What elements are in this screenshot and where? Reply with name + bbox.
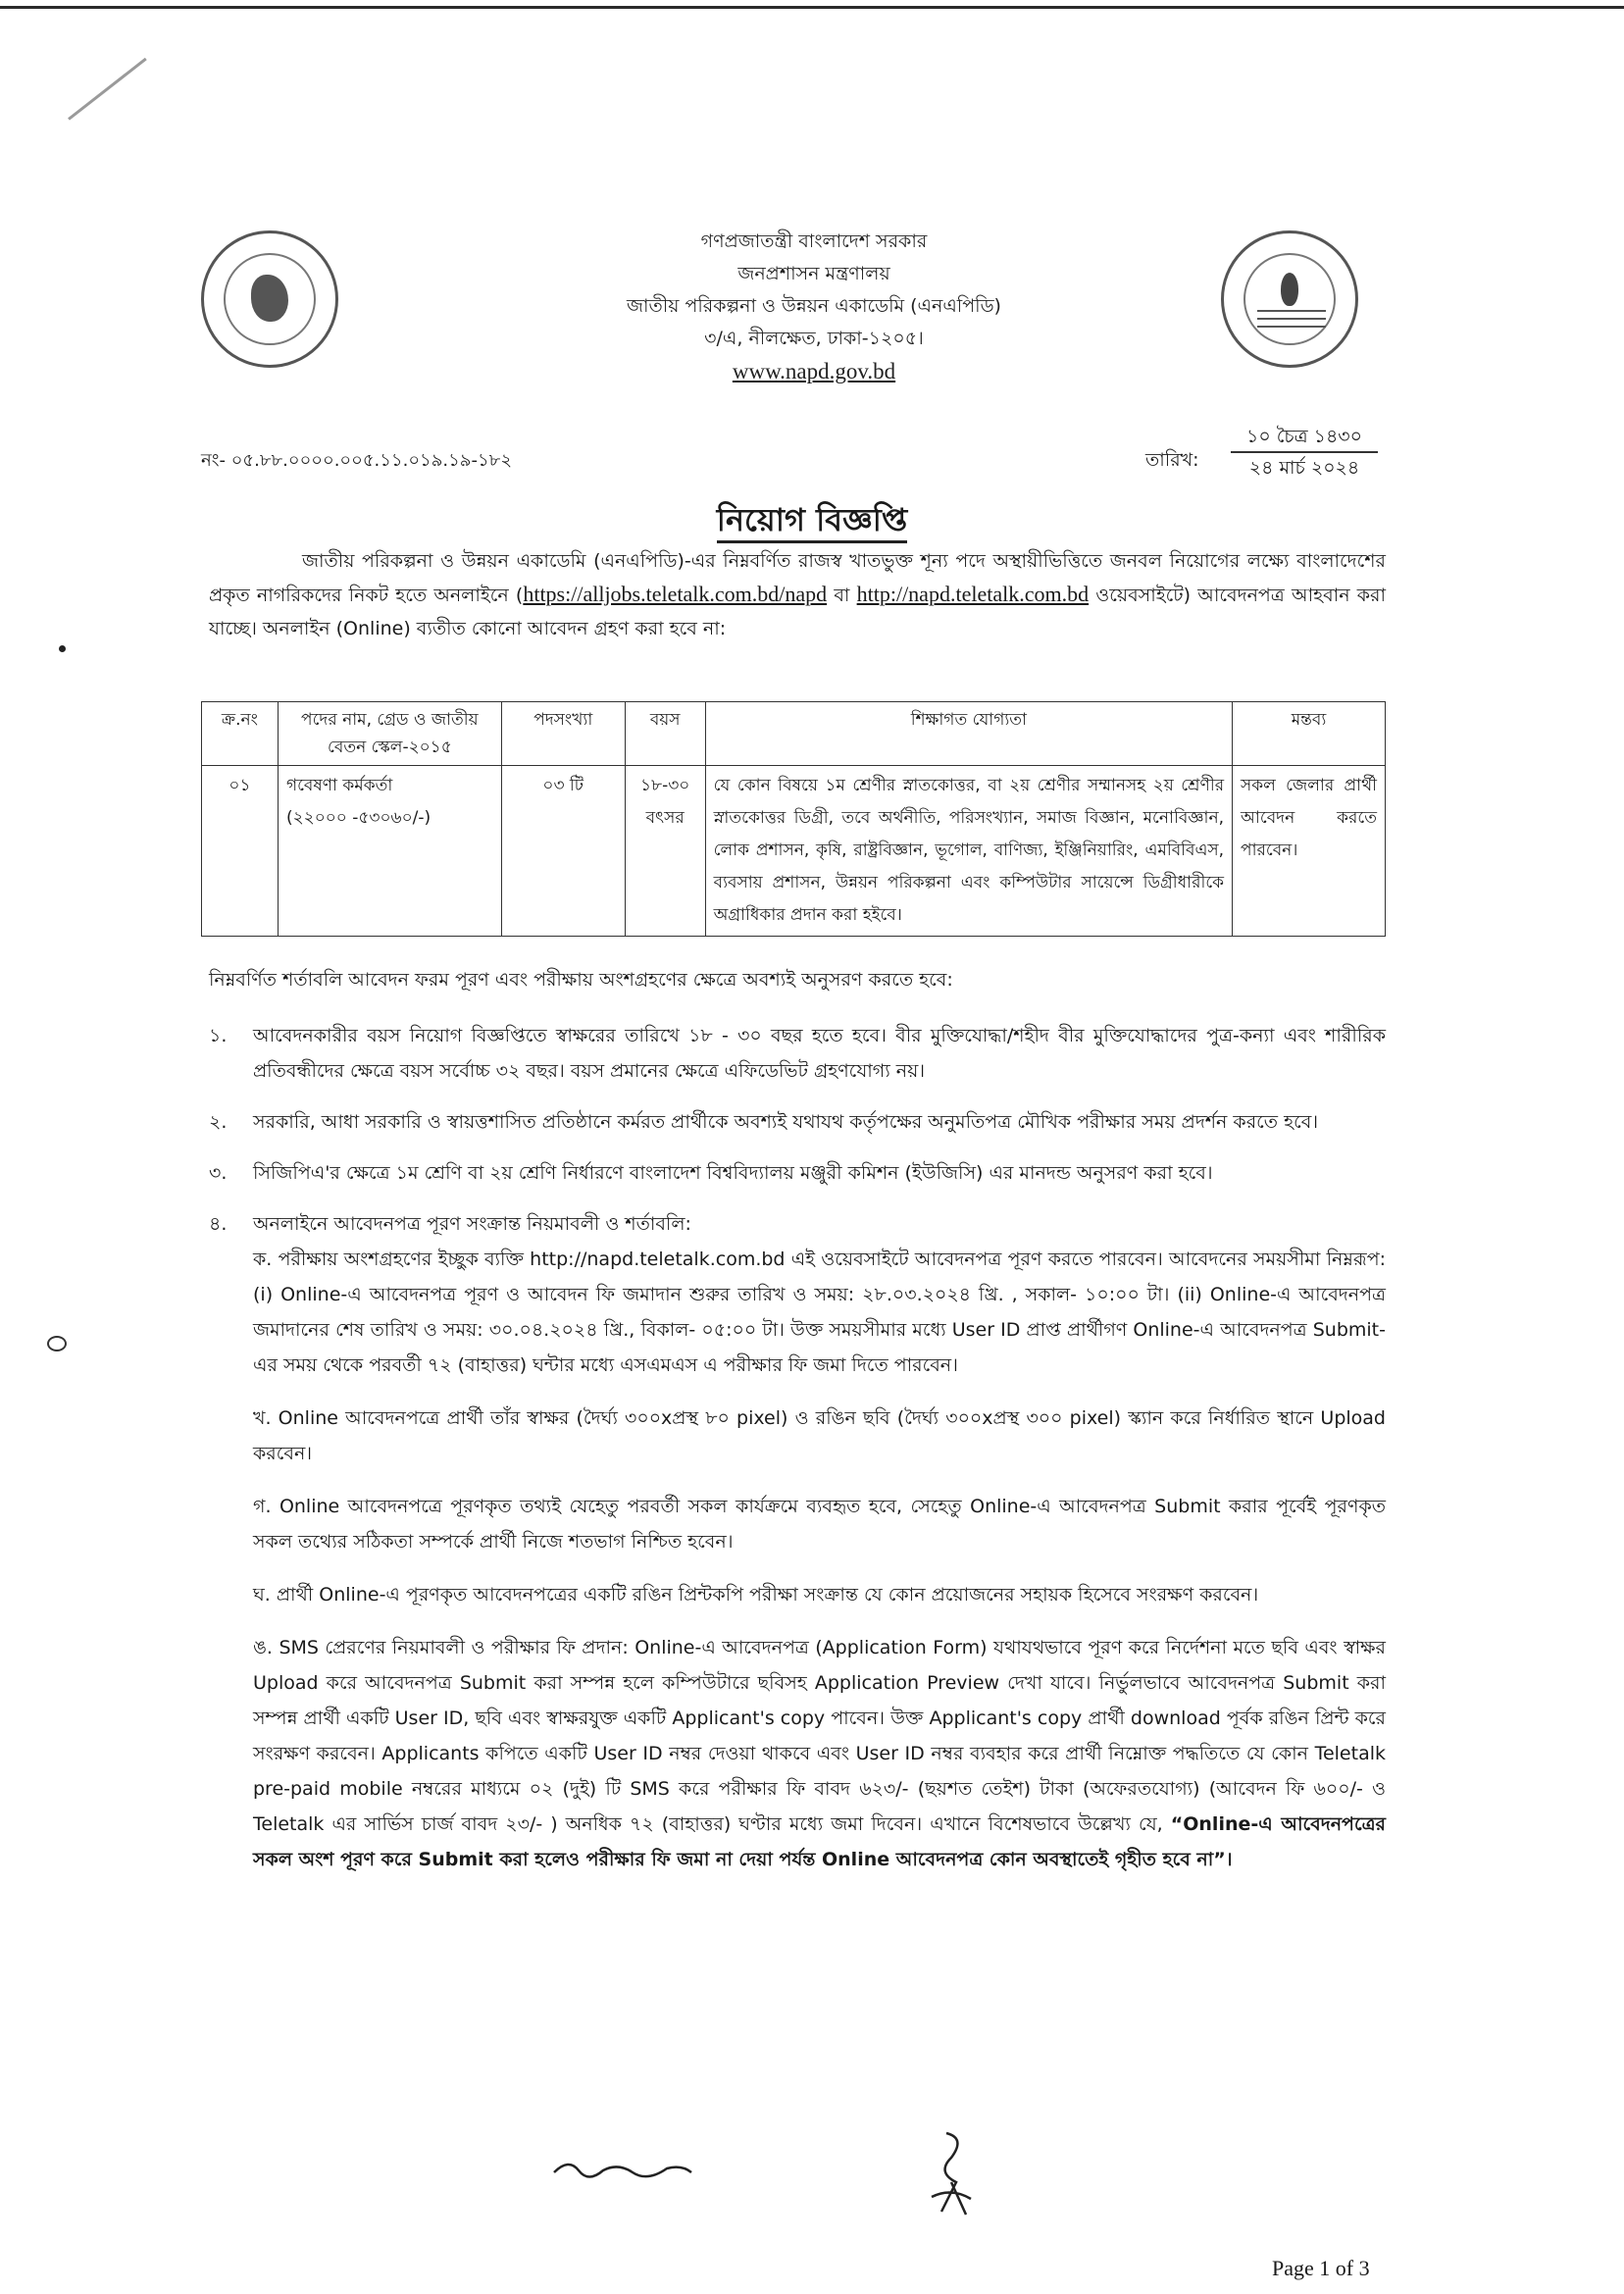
intro-paragraph (209, 544, 1386, 645)
alljobs-link[interactable]: https://alljobs.teletalk.com.bd/napd (523, 582, 828, 606)
cell-serial: ০১ (202, 766, 279, 937)
table-header-row (202, 702, 1386, 766)
header-address: ৩/এ, নীলক্ষেত, ঢাকা-১২০৫। (704, 328, 924, 349)
header-count: পদসংখ্যা (501, 702, 625, 766)
vacancy-table (201, 701, 1386, 937)
cell-count: ০৩ টি (501, 766, 625, 937)
cell-post (278, 766, 501, 937)
letterhead (392, 226, 1236, 387)
condition-text: অনলাইনে আবেদনপত্র পূরণ সংক্রান্ত নিয়মাবলী ও শর্তাবলি: (253, 1213, 691, 1235)
condition-text: আবেদনকারীর বয়স নিয়োগ বিজ্ঞপ্তিতে স্বাক্ষরের তারিখে ১৮ - ৩০ বছর হতে হবে। বীর মুক্তিযোদ্ধা/শহীদ বীর মুক্তিযোদ্ধাদের পুত্র-কন্যা এবং শারীরিক প্রতিবন্ধীদের ক্ষেত্রে বয়স সর্বোচ্চ ৩২ বছর। বয়স প্রমানের ক্ষেত্রে এফিডেভিট গ্রহণযোগ্য নয়। (253, 1025, 1386, 1082)
top-border-line (0, 6, 1624, 9)
condition-number: ১. (209, 1025, 228, 1046)
government-seal-logo (201, 230, 338, 368)
intro-text-2: বা (827, 585, 857, 606)
subitem-gha: ঘ. প্রার্থী Online-এ পূরণকৃত আবেদনপত্রের একটি রঙিন প্রিন্টকপি পরীক্ষা সংক্রান্ত যে কোন প্রয়োজনের সহায়ক হিসেবে সংরক্ষণ করবেন। (253, 1584, 1259, 1606)
header-academy: জাতীয় পরিকল্পনা ও উন্নয়ন একাডেমি (এনএপিডি) (627, 295, 1001, 317)
subitem-uma-bold: “Online-এ আবেদনপত্রের সকল অংশ পূরণ করে Submit করা হলেও পরীক্ষার ফি জমা না দেয়া পর্যন্ত Online আবেদনপত্র কোন অবস্থাতেই গৃহীত হবে না”। (253, 1813, 1386, 1870)
subitem-kha: খ. Online আবেদনপত্রে প্রার্থী তাঁর স্বাক্ষর (দৈর্ঘ্য ৩০০xপ্রস্থ ৮০ pixel) ও রঙিন ছবি (দৈর্ঘ্য ৩০০xপ্রস্থ ৩০০ pixel) স্ক্যান করে নির্ধারিত স্থানে Upload করবেন। (253, 1407, 1386, 1464)
date-block (1231, 422, 1378, 483)
cell-age: ১৮-৩০ বৎসর (625, 766, 705, 937)
conditions-intro: নিম্নবর্ণিত শর্তাবলি আবেদন ফরম পূরণ এবং পরীক্ষায় অংশগ্রহণের ক্ষেত্রে অবশ্যই অনুসরণ করতে হবে: (209, 969, 953, 991)
napd-logo (1221, 230, 1358, 368)
header-ministry: জনপ্রশাসন মন্ত্রণালয় (737, 263, 890, 284)
subitem-ka: ক. পরীক্ষায় অংশগ্রহণের ইচ্ছুক ব্যক্তি http://napd.teletalk.com.bd এই ওয়েবসাইটে আবেদনপত্র পূরণ করতে পারবেন। আবেদনের সময়সীমা নিম্নরূপ: (i) Online-এ আবেদনপত্র পূরণ ও আবেদন ফি জমাদান শুরুর তারিখ ও সময়: ২৮.০৩.২০২৪ খ্রি. , সকাল- ১০:০০ টা। (ii) Online-এ আবেদনপত্র জমাদানের শেষ তারিখ ও সময়: ৩০.০৪.২০২৪ খ্রি., বিকাল- ০৫:০০ টা। উক্ত সময়সীমার মধ্যে User ID প্রাপ্ত প্রার্থীগণ Online-এ আবেদনপত্র Submit-এর সময় থেকে পরবর্তী ৭২ (বাহাত্তর) ঘন্টার মধ্যে এসএমএস এ পরীক্ষার ফি জমা দিতে পারবেন। (253, 1249, 1386, 1376)
scan-mark (47, 1336, 67, 1351)
header-government: গণপ্রজাতন্ত্রী বাংলাদেশ সরকার (700, 230, 928, 252)
condition-number: ২. (209, 1111, 228, 1133)
memo-number: নং- ০৫.৮৮.০০০০.০০৫.১১.০১৯.১৯-১৮২ (201, 450, 513, 471)
header-age: বয়স (625, 702, 705, 766)
condition-number: ৪. (209, 1213, 228, 1235)
post-name: গবেষণা কর্মকর্তা (285, 776, 393, 795)
signature-2 (927, 2128, 976, 2217)
header-qualification: শিক্ষাগত যোগ্যতা (705, 702, 1232, 766)
header-website-link[interactable]: www.napd.gov.bd (732, 359, 896, 383)
signature-1 (549, 2153, 696, 2182)
condition-item (209, 1206, 1386, 1877)
teletalk-link[interactable]: http://napd.teletalk.com.bd (856, 582, 1090, 606)
table-row (202, 766, 1386, 937)
page-number: Page 1 of 3 (1272, 2256, 1370, 2280)
pay-scale: (২২০০০ -৫৩০৬০/-) (285, 808, 431, 828)
subitem-uma-text: ঙ. SMS প্রেরণের নিয়মাবলী ও পরীক্ষার ফি প্রদান: Online-এ আবেদনপত্র (Application Form) যথাযথভাবে পূরণ করে নির্দেশনা মতে ছবি এবং স্বাক্ষর Upload করে আবেদনপত্র Submit করা সম্পন্ন হলে কম্পিউটারে ছবিসহ Application Preview দেখা যাবে। নির্ভুলভাবে আবেদনপত্র Submit করা সম্পন্ন প্রার্থী একটি User ID, ছবি এবং স্বাক্ষরযুক্ত একটি Applicant's copy পাবেন। উক্ত Applicant's copy প্রার্থী download পূর্বক রঙিন প্রিন্ট করে সংরক্ষণ করবেন। Applicants কপিতে একটি User ID নম্বর দেওয়া থাকবে এবং User ID নম্বর ব্যবহার করে প্রার্থী নিম্নোক্ত পদ্ধতিতে যে কোন Teletalk pre-paid mobile নম্বরের মাধ্যমে ০২ (দুই) টি SMS করে পরীক্ষার ফি বাবদ ৬২৩/- (ছয়শত তেইশ) টাকা (অফেরতযোগ্য) (আবেদন ফি ৬০০/- ও Teletalk এর সার্ভিস চার্জ বাবদ ২৩/- ) অনধিক ৭২ (বাহাত্তর) ঘণ্টার মধ্যে জমা দিবেন। এখানে বিশেষভাবে উল্লেখ্য যে, (253, 1637, 1386, 1835)
cell-qualification: যে কোন বিষয়ে ১ম শ্রেণীর স্নাতকোত্তর, বা ২য় শ্রেণীর সম্মানসহ ২য় শ্রেণীর স্নাতকোত্তর ডিগ্রী, তবে অর্থনীতি, পরিসংখ্যান, সমাজ বিজ্ঞান, মনোবিজ্ঞান, লোক প্রশাসন, কৃষি, রাষ্ট্রবিজ্ঞান, ভূগোল, বাণিজ্য, ইঞ্জিনিয়ারিং, এমবিবিএস, ব্যবসায় প্রশাসন, উন্নয়ন পরিকল্পনা এবং কম্পিউটার সায়েন্সে ডিগ্রীধারীকে অগ্রাধিকার প্রদান করা হইবে। (705, 766, 1232, 937)
conditions-list (209, 1018, 1386, 1895)
intro-text-1: জাতীয় পরিকল্পনা ও উন্নয়ন একাডেমি (এনএপিডি)-এর নিম্নবর্ণিত রাজস্ব খাতভুক্ত শূন্য পদে অস্থায়ীভিত্তিতে জনবল নিয়োগের লক্ষ্যে বাংলাদেশের প্রকৃত নাগরিকদের নিকট হতে অনলাইনে ( (209, 550, 1386, 606)
date-bangla: ১০ চৈত্র ১৪৩০ (1231, 422, 1378, 453)
pen-mark (68, 58, 147, 121)
date-gregorian: ২৪ মার্চ ২০২৪ (1248, 457, 1360, 479)
cell-remarks: সকল জেলার প্রার্থী আবেদন করতে পারবেন। (1233, 766, 1386, 937)
notice-title-text: নিয়োগ বিজ্ঞপ্তি (717, 501, 907, 543)
condition-item (209, 1018, 1386, 1089)
date-label: তারিখ: (1145, 449, 1199, 471)
subitem-ga: গ. Online আবেদনপত্রে পূরণকৃত তথ্যই যেহেতু পরবর্তী সকল কার্যক্রমে ব্যবহৃত হবে, সেহেতু Online-এ আবেদনপত্র Submit করার পূর্বেই পূরণকৃত সকল তথ্যের সঠিকতা সম্পর্কে প্রার্থী নিজে শতভাগ নিশ্চিত হবেন। (253, 1496, 1386, 1553)
scan-mark (59, 645, 66, 652)
condition-item (209, 1155, 1386, 1191)
condition-number: ৩. (209, 1162, 228, 1184)
condition-item (209, 1104, 1386, 1140)
notice-title (0, 495, 1624, 548)
header-post: পদের নাম, গ্রেড ও জাতীয় বেতন স্কেল-২০১৫ (278, 702, 501, 766)
intro-text-3: ওয়েবসাইটে) আবেদনপত্র আহবান করা যাচ্ছে। অনলাইন (Online) ব্যতীত কোনো আবেদন গ্রহণ করা হবে না: (209, 585, 1386, 639)
header-remarks: মন্তব্য (1233, 702, 1386, 766)
condition-text: সিজিপিএ'র ক্ষেত্রে ১ম শ্রেণি বা ২য় শ্রেণি নির্ধারণে বাংলাদেশ বিশ্ববিদ্যালয় মঞ্জুরী কমিশন (ইউজিসি) এর মানদন্ড অনুসরণ করা হবে। (253, 1162, 1213, 1184)
subitem-uma (253, 1630, 1386, 1877)
header-serial: ক্র.নং (202, 702, 279, 766)
condition-text: সরকারি, আধা সরকারি ও স্বায়ত্তশাসিত প্রতিষ্ঠানে কর্মরত প্রার্থীকে অবশ্যই যথাযথ কর্তৃপক্ষের অনুমতিপত্র মৌখিক পরীক্ষার সময় প্রদর্শন করতে হবে। (253, 1111, 1319, 1133)
